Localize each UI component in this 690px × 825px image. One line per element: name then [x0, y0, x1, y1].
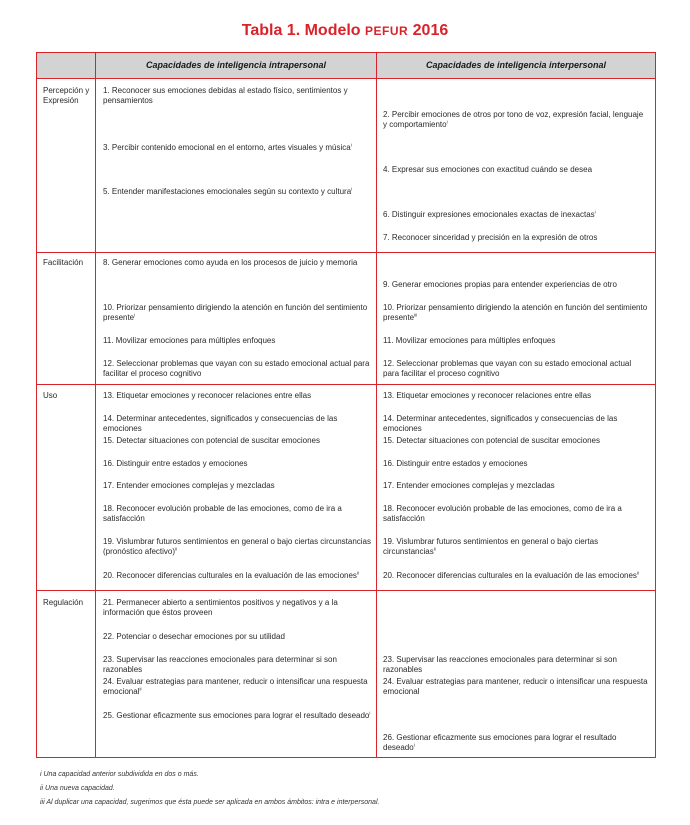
- cell-item: 13. Etiquetar emociones y reconocer relaciones entre ellas: [103, 391, 312, 400]
- cell-item: 21. Permanecer abierto a sentimientos positivos y negativos y a la información que éstos proveen: [103, 598, 338, 617]
- cell-item: 22. Potenciar o desechar emociones por su utilidad: [103, 632, 285, 641]
- title-main: Tabla 1. Modelo: [241, 22, 361, 39]
- footnote: ii Una nueva capacidad.: [40, 785, 115, 792]
- section-label-uso: Uso: [43, 391, 58, 400]
- cell-item: 3. Percibir contenido emocional en el entorno, artes visuales y música$^i$: [103, 142, 352, 152]
- header-interpersonal: Capacidades de inteligencia interpersonal: [425, 60, 607, 70]
- cell-item: 15. Detectar situaciones con potencial de suscitar emociones: [103, 436, 321, 445]
- cell-item: 18. Reconocer evolución probable de las emociones, como de ira a satisfacción: [383, 504, 622, 523]
- title-model-name: PEFUR: [365, 24, 409, 38]
- cell-item: 19. Vislumbrar futuros sentimientos en general o bajo ciertas circunstancias (pronóstico afectivo)$^{ii}$: [103, 537, 371, 556]
- cell-item: 16. Distinguir entre estados y emociones: [103, 459, 248, 468]
- section-divider: [37, 590, 655, 591]
- cell-item: 24. Evaluar estrategias para mantener, reducir o intensificar una respuesta emocional: [383, 677, 648, 696]
- cell-item: 9. Generar emociones propias para entender experiencias de otro: [383, 280, 617, 289]
- column-divider-label: [95, 53, 96, 757]
- cell-item: 14. Determinar antecedentes, significados y consecuencias de las emociones: [383, 414, 618, 433]
- footnotes: [40, 770, 379, 812]
- cell-item: 4. Expresar sus emociones con exactitud cuándo se desea: [383, 165, 593, 174]
- section-label-percepcion: Percepción y Expresión: [43, 86, 90, 105]
- cell-item: 5. Entender manifestaciones emocionales según su contexto y cultura$^i$: [103, 186, 353, 196]
- header-intrapersonal: Capacidades de inteligencia intrapersonal: [145, 60, 327, 70]
- cell-item: 8. Generar emociones como ayuda en los procesos de juicio y memoria: [103, 258, 358, 267]
- cell-item: 24. Evaluar estrategias para mantener, reducir o intensificar una respuesta emocional$^{ii}$: [103, 677, 368, 696]
- table-header: [37, 53, 655, 79]
- footnote: iii Al duplicar una capacidad, sugerimos que ésta puede ser aplicada en ambos ámbitos: intra e interpersonal.: [40, 799, 380, 806]
- cell-item: 14. Determinar antecedentes, significados y consecuencias de las emociones: [103, 414, 338, 433]
- section-label-facilitacion: Facilitación: [43, 258, 84, 267]
- model-table: [36, 52, 656, 758]
- cell-item: 11. Movilizar emociones para múltiples enfoques: [383, 336, 556, 345]
- cell-item: 23. Supervisar las reacciones emocionales para determinar si son razonables: [103, 655, 337, 674]
- section-label-regulacion: Regulación: [43, 598, 84, 607]
- table-title: [0, 22, 690, 40]
- cell-item: 11. Movilizar emociones para múltiples enfoques: [103, 336, 276, 345]
- cell-item: 16. Distinguir entre estados y emociones: [383, 459, 528, 468]
- cell-item: 15. Detectar situaciones con potencial de suscitar emociones: [383, 436, 601, 445]
- column-divider-middle: [376, 53, 377, 757]
- title-year: 2016: [412, 22, 449, 39]
- cell-item: 7. Reconocer sinceridad y precisión en la expresión de otros: [383, 233, 598, 242]
- cell-item: 25. Gestionar eficazmente sus emociones para lograr el resultado deseado$^i$: [103, 710, 371, 720]
- section-divider: [37, 384, 655, 385]
- footnote: i Una capacidad anterior subdividida en dos o más.: [40, 771, 199, 778]
- cell-item: 10. Priorizar pensamiento dirigiendo la atención en función del sentimiento presente$^{iii}$: [383, 303, 648, 322]
- cell-item: 20. Reconocer diferencias culturales en la evaluación de las emociones$^{ii}$: [103, 570, 359, 580]
- cell-item: 10. Priorizar pensamiento dirigiendo la atención en función del sentimiento presente$^i$: [103, 303, 368, 322]
- cell-item: 19. Vislumbrar futuros sentimientos en general o bajo ciertas circunstancias$^{ii}$: [383, 537, 599, 556]
- cell-item: 17. Entender emociones complejas y mezcladas: [103, 481, 275, 490]
- cell-item: 23. Supervisar las reacciones emocionales para determinar si son razonables: [383, 655, 617, 674]
- cell-item: 17. Entender emociones complejas y mezcladas: [383, 481, 555, 490]
- section-divider: [37, 252, 655, 253]
- cell-item: 12. Seleccionar problemas que vayan con su estado emocional actual para facilitar el proceso cognitivo: [103, 359, 370, 378]
- cell-item: 12. Seleccionar problemas que vayan con su estado emocional actual para facilitar el proceso cognitivo: [383, 359, 632, 378]
- cell-item: 13. Etiquetar emociones y reconocer relaciones entre ellas: [383, 391, 592, 400]
- cell-item: 6. Distinguir expresiones emocionales exactas de inexactas$^i$: [383, 209, 596, 219]
- cell-item: 1. Reconocer sus emociones debidas al estado físico, sentimientos y pensamientos: [103, 86, 348, 105]
- cell-item: 18. Reconocer evolución probable de las emociones, como de ira a satisfacción: [103, 504, 342, 523]
- cell-item: 26. Gestionar eficazmente sus emociones para lograr el resultado deseado$^i$: [383, 733, 617, 752]
- cell-item: 20. Reconocer diferencias culturales en la evaluación de las emociones$^{ii}$: [383, 570, 639, 580]
- cell-item: 2. Percibir emociones de otros por tono de voz, expresión facial, lenguaje y comportamiento$^i$: [383, 110, 644, 129]
